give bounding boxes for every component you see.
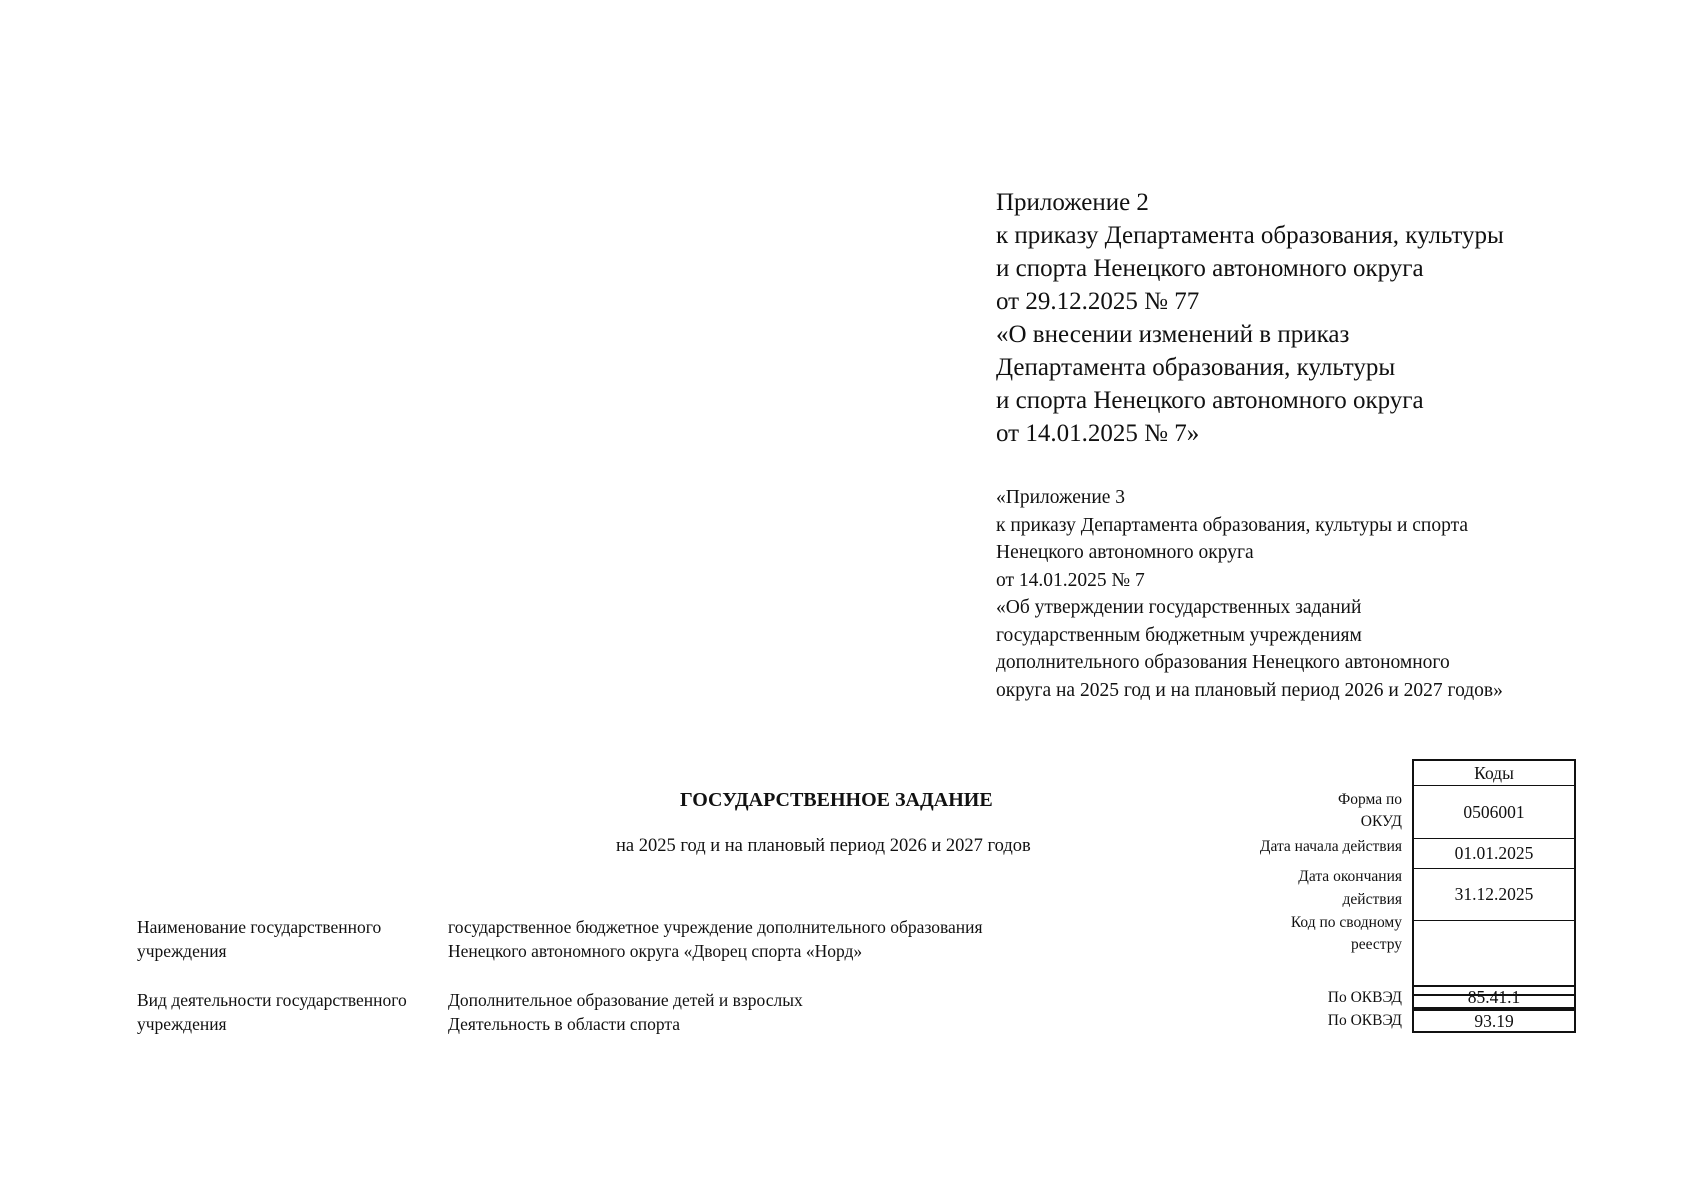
- appendix-2-line: Приложение 2: [996, 189, 1149, 216]
- appendix-3-line: «Об утверждении государственных заданий: [996, 597, 1362, 618]
- appendix-3-line: государственным бюджетным учреждениям: [996, 624, 1362, 646]
- appendix-3-line: от 14.01.2025 № 7: [996, 569, 1145, 591]
- okved-label-2: По ОКВЭД: [1327, 1012, 1402, 1029]
- appendix-2-header: [996, 186, 1504, 450]
- end-date-value: 31.12.2025: [1414, 869, 1574, 921]
- okved-label-1: По ОКВЭД: [1327, 989, 1402, 1006]
- activity-type-value-1: Дополнительное образование детей и взрослых: [448, 990, 803, 1010]
- okud-code: 0506001: [1414, 786, 1574, 839]
- appendix-2-line: от 14.01.2025 № 7»: [996, 420, 1200, 447]
- start-date-label: Дата начала действия: [1259, 838, 1402, 855]
- okved-code-2: 93.19: [1412, 1009, 1576, 1033]
- appendix-2-line: к приказу Департамента образования, культуры: [996, 222, 1504, 249]
- appendix-2-line: «О внесении изменений в приказ: [996, 321, 1350, 348]
- appendix-3-line: дополнительного образования Ненецкого автономного: [996, 652, 1450, 673]
- okud-label-cont: ОКУД: [1360, 813, 1402, 830]
- appendix-2-line: и спорта Ненецкого автономного округа: [996, 255, 1424, 282]
- appendix-3-header: [996, 484, 1503, 704]
- registry-code-label-cont: реестру: [1350, 936, 1402, 953]
- codes-header: Коды: [1414, 761, 1574, 786]
- appendix-3-line: Ненецкого автономного округа: [996, 542, 1254, 563]
- registry-code-label: Код по сводному: [1290, 914, 1402, 931]
- institution-name-value: государственное бюджетное учреждение дополнительного образования: [448, 917, 983, 937]
- appendix-2-line: и спорта Ненецкого автономного округа: [996, 387, 1424, 414]
- institution-name-value-cont: Ненецкого автономного округа «Дворец спорта «Норд»: [448, 941, 863, 961]
- appendix-2-line: от 29.12.2025 № 77: [996, 288, 1200, 315]
- activity-type-value-2: Деятельность в области спорта: [448, 1014, 680, 1034]
- institution-name-label-cont: учреждения: [137, 941, 227, 961]
- activity-type-label: Вид деятельности государственного: [137, 990, 407, 1010]
- document-title: ГОСУДАРСТВЕННОЕ ЗАДАНИЕ: [680, 789, 993, 811]
- appendix-3-line: округа на 2025 год и на плановый период 2026 и 2027 годов»: [996, 679, 1503, 701]
- codes-table: [1412, 759, 1576, 996]
- appendix-3-line: «Приложение 3: [996, 487, 1126, 508]
- end-date-label-cont: действия: [1342, 891, 1402, 908]
- registry-code-value: [1414, 921, 1574, 994]
- appendix-3-line: к приказу Департамента образования, культуры и спорта: [996, 514, 1469, 536]
- okud-label: Форма по: [1337, 791, 1402, 808]
- activity-type-label-cont: учреждения: [137, 1014, 227, 1034]
- institution-name-label: Наименование государственного: [137, 917, 382, 937]
- end-date-label: Дата окончания: [1298, 868, 1402, 885]
- start-date-value: 01.01.2025: [1414, 839, 1574, 869]
- appendix-2-line: Департамента образования, культуры: [996, 354, 1396, 381]
- okved-code-1: 85.41.1: [1412, 985, 1576, 1009]
- document-subtitle: на 2025 год и на плановый период 2026 и 2027 годов: [616, 836, 1031, 856]
